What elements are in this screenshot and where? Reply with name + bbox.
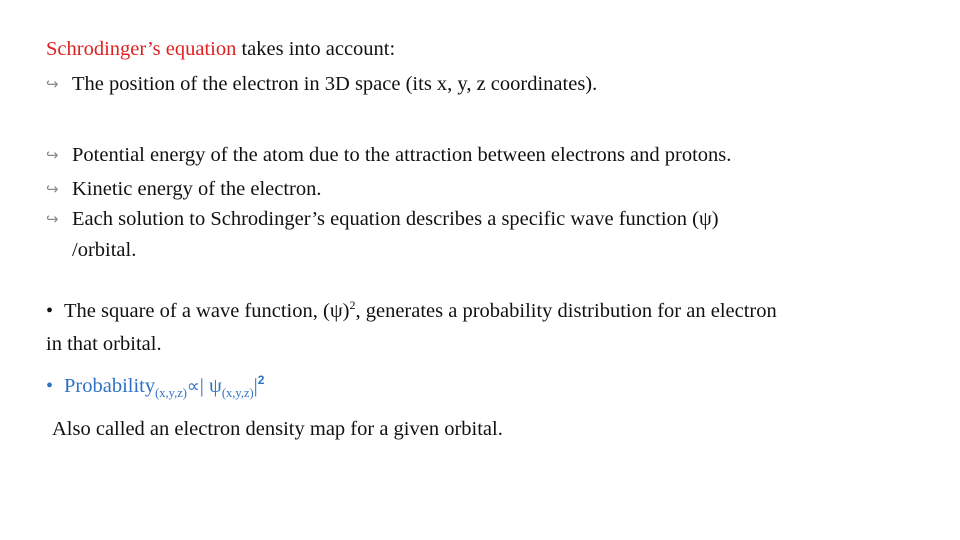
arrow-bullet-icon: ↪: [46, 180, 59, 198]
arrow-bullet-icon: ↪: [46, 210, 59, 228]
bullet-solution: [46, 207, 719, 231]
intro-rest: takes into account:: [236, 38, 396, 60]
bullet-text: The position of the electron in 3D space (its x, y, z coordinates).: [72, 73, 598, 95]
square-superscript: 2: [349, 298, 356, 313]
square-text-b: , generates a probability distribution for an electron: [355, 300, 777, 322]
density-note: Also called an electron density map for a given orbital.: [52, 418, 503, 440]
square-statement: [46, 299, 777, 323]
bullet-text: Potential energy of the atom due to the attraction between electrons and protons.: [72, 144, 732, 166]
bullet-potential-energy: [46, 143, 731, 167]
probability-formula: [46, 374, 264, 399]
probability-superscript: 2: [257, 373, 265, 387]
dot-bullet: •: [46, 375, 54, 397]
arrow-bullet-icon: ↪: [46, 75, 59, 93]
bullet-position: [46, 72, 597, 96]
proportional-symbol: ∝: [186, 376, 200, 397]
psi-abs-open: | ψ: [199, 375, 222, 397]
psi-subscript: (x,y,z): [221, 386, 254, 400]
intro-line: [46, 37, 395, 61]
dot-bullet: •: [46, 300, 54, 322]
probability-word: Probability: [64, 375, 156, 397]
square-text-a: The square of a wave function, (ψ): [64, 300, 350, 322]
arrow-bullet-icon: ↪: [46, 146, 59, 164]
square-statement-continued: in that orbital.: [46, 333, 162, 355]
intro-highlight: Schrodinger’s equation: [46, 38, 237, 60]
bullet-text: Kinetic energy of the electron.: [72, 178, 322, 200]
bullet-solution-continued: /orbital.: [72, 239, 137, 261]
bullet-text: Each solution to Schrodinger’s equation describes a specific wave function (ψ): [72, 208, 719, 230]
bullet-kinetic-energy: [46, 177, 322, 201]
psi-abs-close: |: [253, 375, 258, 397]
probability-subscript: (x,y,z): [155, 386, 187, 400]
